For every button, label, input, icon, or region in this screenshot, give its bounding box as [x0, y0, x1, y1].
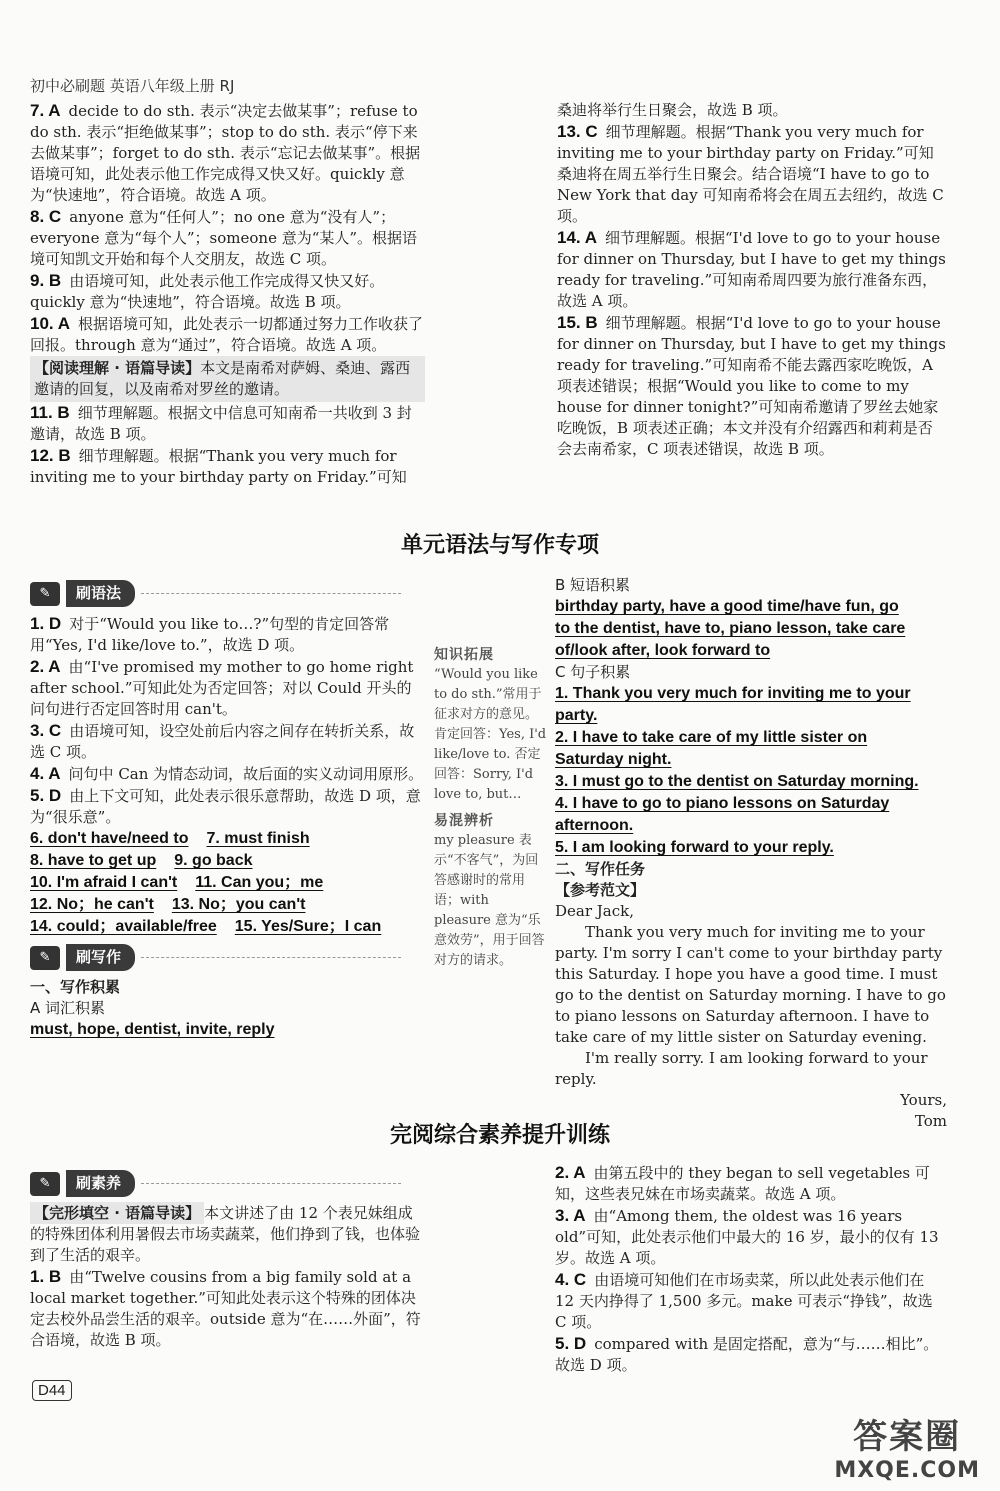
answer-number: 15. B: [557, 313, 598, 332]
answer-line: birthday party, have a good time/have fun, go: [555, 598, 899, 615]
answer-number: 8. C: [30, 207, 62, 226]
answer-item: [30, 656, 425, 720]
cloze-left-column: [30, 1170, 425, 1351]
answer-item: [555, 1333, 947, 1376]
answer-number: 2. A: [555, 1163, 586, 1182]
answer-item: [30, 785, 425, 828]
cloze-right-column: [555, 1162, 947, 1376]
grammar-answer: 15. Yes/Sure；I can: [234, 918, 382, 935]
grammar-answer: 8. have to get up: [30, 852, 157, 869]
phrase-label: B 短语积累: [555, 576, 631, 594]
page-number: D44: [32, 1380, 72, 1401]
sample-letter: Dear Jack, Thank you very much for inviting me to your party. I'm sorry I can't come to your birthday party this Saturday. I hope you have a good time. I must go to the dentist on Saturday morning. I have to go to piano lessons on Saturday afternoon. I have to take care of my little sister on Saturday evening. I'm really sorry. I am looking forward to your reply. Yours, Tom: [555, 902, 947, 1130]
grammar-answer: 13. No；you can't: [171, 896, 306, 913]
answer-number: 14. A: [557, 228, 598, 247]
answer-explanation: 细节理解题。根据文中信息可知南希一共收到 3 封邀请，故选 B 项。: [30, 404, 412, 443]
answer-number: 5. D: [30, 786, 62, 805]
answer-number: 12. B: [30, 446, 71, 465]
pen-icon: ✎: [30, 582, 60, 606]
answer-number: 7. A: [30, 101, 61, 120]
answer-item: [557, 312, 947, 460]
answer-item: [30, 100, 425, 206]
grammar-answer-row: [30, 828, 425, 850]
answer-item: [30, 763, 425, 785]
answer-number: 10. A: [30, 314, 71, 333]
answer-explanation: 对于“Would you like to…?”句型的肯定回答常用“Yes, I'd like/love to.”，故选 D 项。: [30, 615, 390, 654]
sidebar-tag-extension: 知识拓展: [434, 647, 494, 663]
answer-line: to the dentist, have to, piano lesson, take care: [555, 620, 906, 637]
running-header: 初中必刷题 英语八年级上册 RJ: [30, 77, 235, 95]
grammar-answer: 11. Can you；me: [195, 874, 324, 891]
grammar-badge: ✎ 刷语法: [30, 580, 401, 607]
answer-number: 2. A: [30, 657, 61, 676]
answer-explanation: 由语境可知他们在市场卖菜，所以此处表示他们在 12 天内挣得了 1,500 多元。make 可表示“挣钱”，故选 C 项。: [555, 1271, 933, 1331]
answer-explanation: 细节理解题。根据“I'd love to go to your house for dinner on Thursday, but I have to get my things ready for traveling.”可知南希周四要为旅行准备东西，故选 A 项。: [557, 229, 946, 310]
grammar-answer-row: [30, 894, 425, 916]
answer-item: [30, 1266, 425, 1351]
answer-explanation: decide to do sth. 表示“决定去做某事”；refuse to do sth. 表示“拒绝做某事”；stop to do sth. 表示“停下来去做某事”；forget to do sth. 表示“忘记去做某事”。根据语境可知，此处表示他工作完成得又快又好。quickly 意为“快速地”，符合语境。故选 A 项。: [30, 102, 421, 204]
grammar-answer: 7. must finish: [206, 830, 310, 847]
grammar-column: [30, 580, 425, 1041]
sidebar-text-extension: “Would you like to do sth.”常用于征求对方的意见。肯定回答：Yes, I'd like/love to. 否定回答：Sorry, I'd love to, but…: [434, 667, 547, 802]
answer-item: [555, 1269, 947, 1333]
section-title-grammar-writing: 单元语法与写作专项: [400, 533, 599, 558]
answer-item: [30, 313, 425, 356]
vocab-label: A 词汇积累: [30, 999, 106, 1017]
answer-explanation: 细节理解题。根据“I'd love to go to your house for dinner on Thursday, but I have to get my things ready for traveling.”可知南希不能去露西家吃晚饭，A 项表述错误；根据“Would you like to come to my house for dinner tonight?”可知南希邀请了罗丝去她家吃晚饭，B 项表述正确；本文并没有介绍露西和莉莉是否会去南希家，C 项表述错误，故选 B 项。: [557, 314, 946, 458]
answer-line: 3. I must go to the dentist on Saturday morning.: [555, 773, 919, 790]
writing-heading-2: 二、写作任务: [555, 860, 646, 878]
answer-explanation: 细节理解题。根据“Thank you very much for inviting me to your birthday party on Friday.”可知桑迪将在周五举行生日聚会。结合语境“I have to go to New York that day 可知南希将会在周五去纽约，故选 C 项。: [557, 123, 944, 225]
answer-item: [30, 720, 425, 763]
answer-explanation: 由语境可知，此处表示他工作完成得又快又好。quickly 意为“快速地”，符合语境。故选 B 项。: [30, 272, 385, 311]
answer-explanation: 由上下文可知，此处表示很乐意帮助，故选 D 项，意为“很乐意”。: [30, 787, 421, 826]
cloze-guide: 【完形填空 · 语篇导读】 本文讲述了由 12 个表兄妹组成的特殊团体利用暑假去市场卖蔬菜，他们挣到了钱，也体验到了生活的艰辛。: [30, 1204, 421, 1264]
answer-item: [30, 445, 425, 488]
answer-explanation: 问句中 Can 为情态动词，故后面的实义动词用原形。: [68, 765, 424, 783]
reference-label: 【参考范文】: [555, 881, 646, 899]
sidebar-tag-confusion: 易混辨析: [434, 813, 494, 829]
answer-explanation: 由“I've promised my mother to go home right after school.”可知此处为否定回答；对以 Could 开头的问句进行否定回答时用 can't。: [30, 658, 414, 718]
answer-number: 11. B: [30, 403, 70, 422]
answer-explanation: compared with 是固定搭配，意为“与……相比”。故选 D 项。: [555, 1335, 939, 1374]
answer-explanation: 由第五段中的 they began to sell vegetables 可知，这些表兄妹在市场卖蔬菜。故选 A 项。: [555, 1164, 930, 1203]
literacy-badge: ✎ 刷素养: [30, 1170, 401, 1197]
answer-number: 13. C: [557, 122, 598, 141]
answer-line: party.: [555, 707, 598, 724]
grammar-answer: 14. could；available/free: [30, 918, 217, 935]
pen-icon: ✎: [30, 1172, 60, 1196]
answer-number: 4. C: [555, 1270, 587, 1289]
sidebar-text-confusion: my pleasure 表示“不客气”，为回答感谢时的常用语；with pleasure 意为“乐意效劳”，用于回答对方的请求。: [434, 833, 545, 968]
top-left-column: [30, 100, 425, 488]
answer-number: 3. C: [30, 721, 62, 740]
answer-line: Saturday night.: [555, 751, 672, 768]
answer-number: 3. A: [555, 1206, 586, 1225]
top-right-column: [557, 100, 947, 460]
answer-explanation: 由“Twelve cousins from a big family sold at a local market together.”可知此处表示这个特殊的团体决定去校外品尝生活的艰辛。outside 意为“在……外面”，符合语境，故选 B 项。: [30, 1268, 421, 1349]
answer-line: 2. I have to take care of my little sister on: [555, 729, 868, 746]
answer-explanation: 桑迪将举行生日聚会，故选 B 项。: [557, 101, 788, 119]
answer-line: afternoon.: [555, 817, 634, 834]
grammar-answer: 10. I'm afraid I can't: [30, 874, 178, 891]
answer-item: [30, 402, 425, 445]
grammar-answer-row: [30, 916, 425, 938]
answer-number: 9. B: [30, 271, 62, 290]
answer-line: 4. I have to go to piano lessons on Saturday: [555, 795, 890, 812]
grammar-answer-row: [30, 850, 425, 872]
answer-explanation: 由“Among them, the oldest was 16 years old”可知，此处表示他们中最大的 16 岁，最小的仅有 13 岁。故选 A 项。: [555, 1207, 939, 1267]
answer-item: [30, 613, 425, 656]
answer-number: 4. A: [30, 764, 61, 783]
answer-item: [557, 100, 947, 121]
answer-explanation: anyone 意为“任何人”；no one 意为“没有人”；everyone 意为“每个人”；someone 意为“某人”。根据语境可知凯文开始和每个人交朋友，故选 C 项。: [30, 208, 418, 268]
answer-explanation: 根据语境可知，此处表示一切都通过努力工作收获了回报。through 意为“通过”，符合语境。故选 A 项。: [30, 315, 424, 354]
grammar-answer: 6. don't have/need to: [30, 830, 189, 847]
answer-item: [30, 270, 425, 313]
sentence-label: C 句子积累: [555, 663, 631, 681]
answer-explanation: 由语境可知，设空处前后内容之间存在转折关系，故选 C 项。: [30, 722, 415, 761]
writing-heading-1: 一、写作积累: [30, 978, 121, 996]
answer-item: [557, 121, 947, 227]
answer-line: of/look after, look forward to: [555, 642, 771, 659]
answer-item: [30, 206, 425, 270]
answer-item: [557, 227, 947, 312]
answer-explanation: 细节理解题。根据“Thank you very much for inviting me to your birthday party on Friday.”可知: [30, 447, 407, 486]
grammar-answer-row: [30, 872, 425, 894]
answer-line: 5. I am looking forward to your reply.: [555, 839, 834, 856]
answer-number: 1. D: [30, 614, 62, 633]
answer-item: [555, 1205, 947, 1269]
grammar-answer: 12. No；he can't: [30, 896, 154, 913]
knowledge-sidebar: [434, 645, 548, 971]
section-title-literacy: 完阅综合素养提升训练: [389, 1123, 610, 1148]
answer-item: [555, 1162, 947, 1205]
grammar-answer: 9. go back: [174, 852, 253, 869]
reading-guide: 【阅读理解 · 语篇导读】本文是南希对萨姆、桑迪、露西邀请的回复，以及南希对罗丝的邀请。: [30, 356, 425, 402]
answer-line: 1. Thank you very much for inviting me to your: [555, 685, 911, 702]
writing-right-column: [555, 575, 947, 1132]
site-watermark: 答案圈 MXQE.COM: [834, 1417, 980, 1483]
answer-number: 1. B: [30, 1267, 62, 1286]
pen-icon: ✎: [30, 946, 60, 970]
vocab-answer: must, hope, dentist, invite, reply: [30, 1021, 275, 1038]
writing-badge: ✎ 刷写作: [30, 944, 401, 971]
answer-number: 5. D: [555, 1334, 587, 1353]
